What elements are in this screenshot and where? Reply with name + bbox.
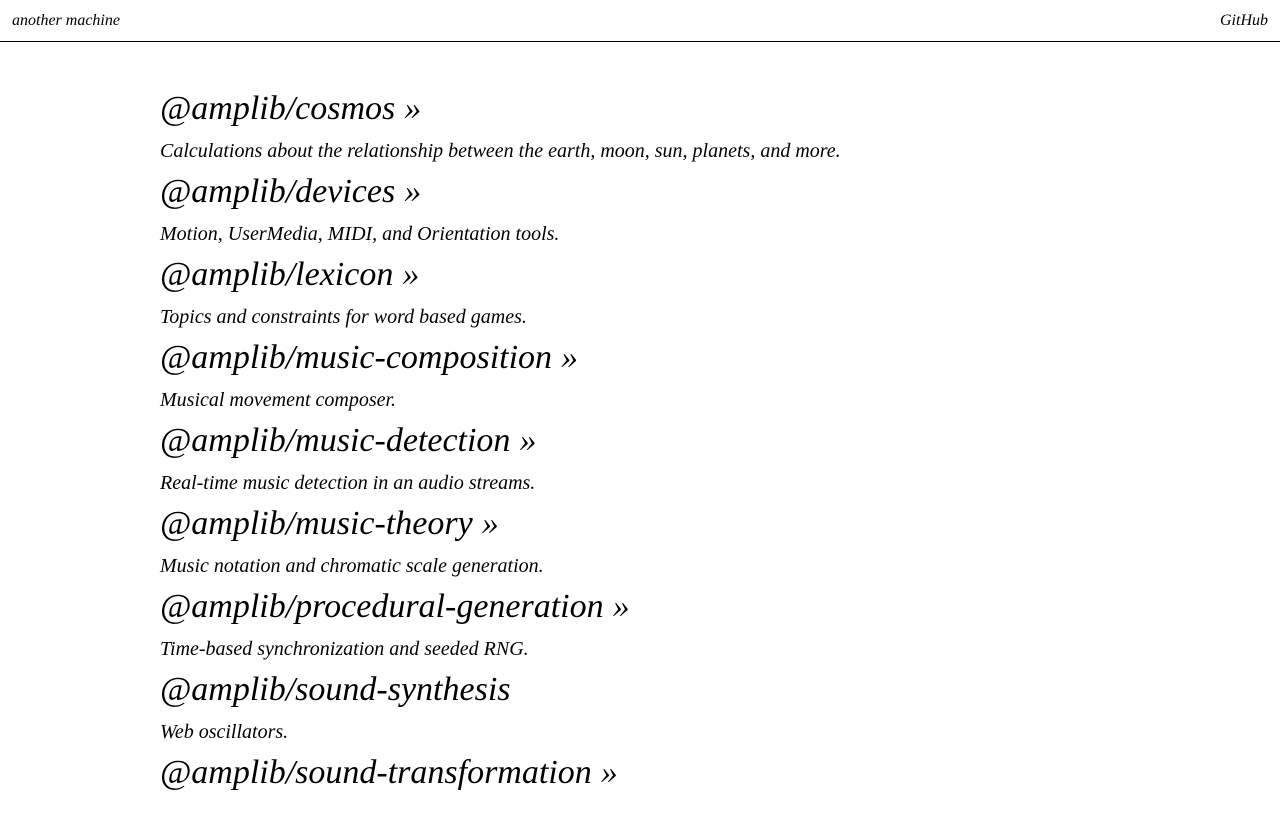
package-link-devices[interactable] bbox=[160, 169, 421, 215]
package-description: Music notation and chromatic scale generation. bbox=[160, 555, 544, 577]
package-description: Time-based synchronization and seeded RNG. bbox=[160, 638, 529, 660]
top-bar bbox=[0, 0, 1280, 42]
package-name: @amplib/devices bbox=[160, 173, 396, 210]
package-link-music-detection[interactable] bbox=[160, 418, 536, 464]
package-list bbox=[160, 86, 1160, 833]
package-link-sound-synthesis[interactable] bbox=[160, 667, 511, 713]
package-item-procedural-generation bbox=[160, 584, 1160, 667]
package-item-music-composition bbox=[160, 335, 1160, 418]
brand-link[interactable]: another machine bbox=[12, 12, 120, 29]
package-name: @amplib/music-theory bbox=[160, 505, 473, 542]
chevron-right-icon: » bbox=[561, 339, 579, 376]
package-description: Musical movement composer. bbox=[160, 389, 397, 411]
chevron-right-icon: » bbox=[481, 505, 499, 542]
package-description: Real-time music detection in an audio streams. bbox=[160, 472, 536, 494]
package-item-music-detection bbox=[160, 418, 1160, 501]
chevron-right-icon: » bbox=[519, 422, 537, 459]
chevron-right-icon: » bbox=[600, 754, 618, 791]
package-name: @amplib/cosmos bbox=[160, 90, 396, 127]
package-link-music-composition[interactable] bbox=[160, 335, 578, 381]
package-link-cosmos[interactable] bbox=[160, 86, 421, 132]
package-item-music-theory bbox=[160, 501, 1160, 584]
package-item-devices bbox=[160, 169, 1160, 252]
package-description: Web oscillators. bbox=[160, 721, 289, 743]
package-description: Topics and constraints for word based games. bbox=[160, 306, 527, 328]
package-name: @amplib/lexicon bbox=[160, 256, 394, 293]
github-link[interactable]: GitHub bbox=[1220, 12, 1268, 29]
package-name: @amplib/sound-synthesis bbox=[160, 671, 511, 708]
package-item-cosmos bbox=[160, 86, 1160, 169]
package-item-sound-transformation bbox=[160, 750, 1160, 833]
package-link-procedural-generation[interactable] bbox=[160, 584, 630, 630]
package-item-lexicon bbox=[160, 252, 1160, 335]
package-item-sound-synthesis bbox=[160, 667, 1160, 750]
package-name: @amplib/music-composition bbox=[160, 339, 553, 376]
package-description: Calculations about the relationship between the earth, moon, sun, planets, and more. bbox=[160, 140, 841, 162]
chevron-right-icon: » bbox=[612, 588, 630, 625]
package-description: Motion, UserMedia, MIDI, and Orientation tools. bbox=[160, 223, 560, 245]
chevron-right-icon: » bbox=[404, 173, 422, 210]
chevron-right-icon: » bbox=[404, 90, 422, 127]
package-name: @amplib/sound-transformation bbox=[160, 754, 592, 791]
package-name: @amplib/procedural-generation bbox=[160, 588, 604, 625]
package-link-lexicon[interactable] bbox=[160, 252, 419, 298]
package-link-sound-transformation[interactable] bbox=[160, 750, 618, 796]
package-link-music-theory[interactable] bbox=[160, 501, 499, 547]
chevron-right-icon: » bbox=[402, 256, 420, 293]
package-name: @amplib/music-detection bbox=[160, 422, 511, 459]
